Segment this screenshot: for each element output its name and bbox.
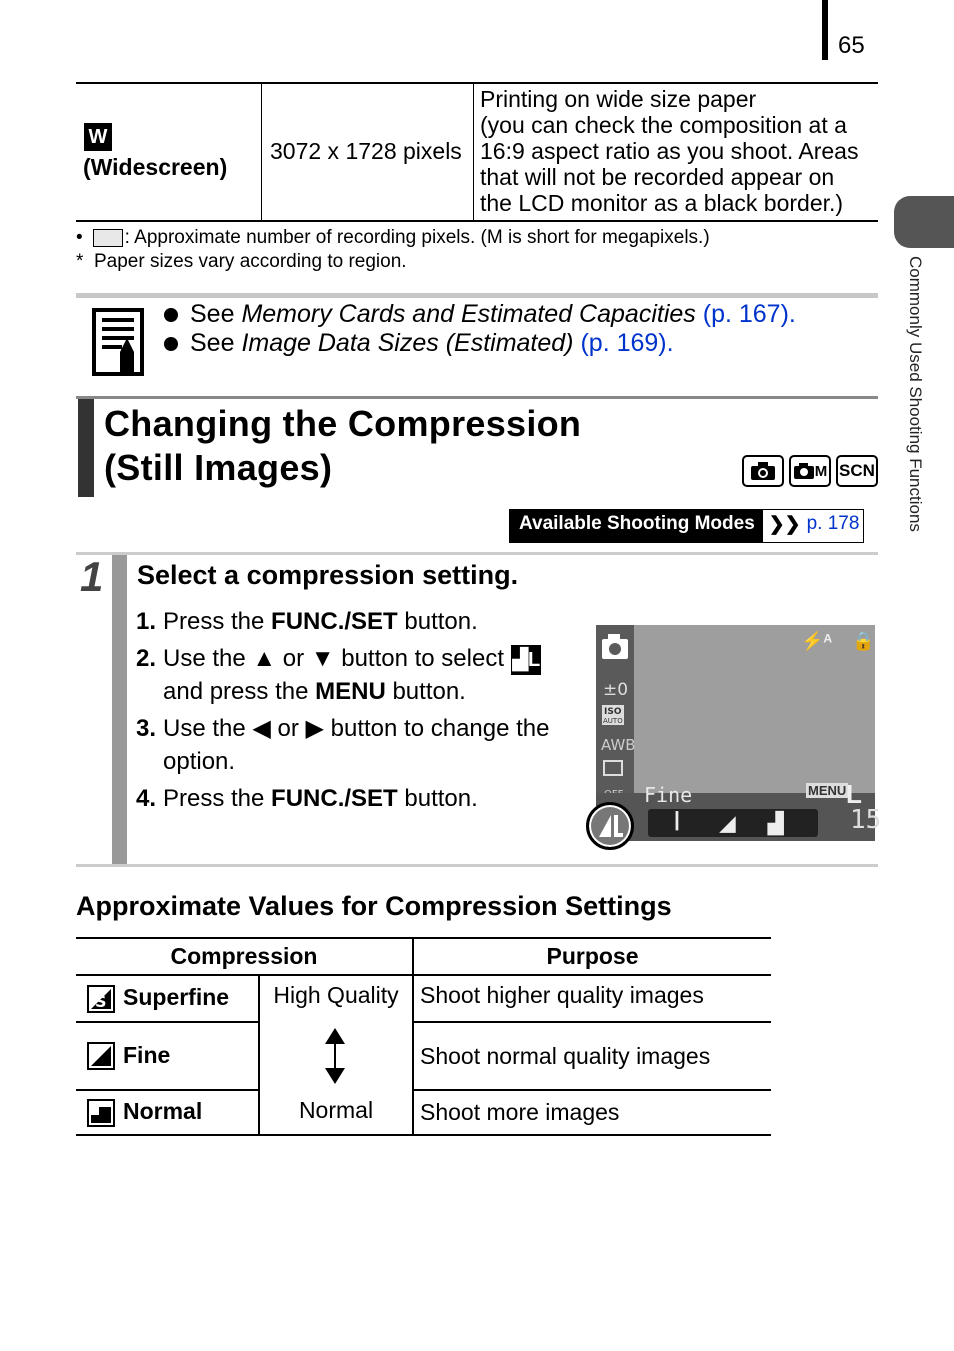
superfine-label: Superfine xyxy=(123,984,230,1011)
step-number: 1 xyxy=(80,553,104,600)
screen-size-label: L xyxy=(846,779,862,809)
page-number: 65 xyxy=(838,32,865,59)
widescreen-table xyxy=(76,82,878,222)
widescreen-icon: W xyxy=(84,123,112,151)
note-paper: Paper sizes vary according to region. xyxy=(93,251,407,272)
memo-item: See Image Data Sizes (Estimated) (p. 169). xyxy=(164,329,796,358)
page-number-bar xyxy=(822,0,828,60)
step-divider-top xyxy=(76,552,878,555)
table-notes: • : Approximate number of recording pixels. (M is short for megapixels.) * Paper sizes vary according to region. xyxy=(76,227,710,272)
col-purpose: Purpose xyxy=(413,938,771,975)
widescreen-pixels: 3072 x 1728 pixels xyxy=(270,138,462,164)
widescreen-label: (Widescreen) xyxy=(83,154,228,180)
screen-menu-label: MENU xyxy=(808,783,847,798)
compression-selector xyxy=(648,809,818,837)
step-title: Select a compression setting. xyxy=(137,560,519,590)
link-p169[interactable]: (p. 169) xyxy=(580,329,667,357)
section-heading: Changing the Compression (Still Images) xyxy=(104,403,582,488)
selected-compression-icon xyxy=(586,802,634,850)
memo-icon xyxy=(92,308,144,376)
normal-purpose: Shoot more images xyxy=(413,1090,771,1135)
normal-icon xyxy=(87,1099,115,1127)
screen-mode-label: Fine xyxy=(644,783,693,807)
camera-icon xyxy=(742,455,784,487)
svg-text:AWB: AWB xyxy=(601,736,636,754)
heading-divider xyxy=(76,396,878,399)
step-instructions xyxy=(136,605,583,819)
available-modes-label: Available Shooting Modes xyxy=(510,510,763,542)
fine-purpose: Shoot normal quality images xyxy=(413,1022,771,1090)
superfine-icon: ꟾ xyxy=(674,813,680,835)
superfine-purpose: Shoot higher quality images xyxy=(413,975,771,1022)
instruction-2: 2. Use the ▲ or ▼ button to select ▟L and press the MENU button. xyxy=(136,645,541,705)
compression-table xyxy=(76,937,771,1136)
instruction-4: 4. Press the FUNC./SET button. xyxy=(136,785,478,812)
available-modes-link[interactable]: p. 178 xyxy=(806,513,860,534)
chapter-tab xyxy=(894,196,954,248)
widescreen-purpose: Printing on wide size paper (you can check the composition at a 16:9 aspect ratio as you shoot. Areas that will not be recorded appear on the LCD monitor as a black border.) xyxy=(480,86,859,216)
instruction-1: 1. Press the FUNC./SET button. xyxy=(136,608,478,635)
mode-icons xyxy=(742,455,878,487)
svg-text:S: S xyxy=(95,992,107,1012)
flash-auto-icon: ⚡ᴬ xyxy=(801,631,833,651)
memo-list xyxy=(164,300,796,358)
double-chevron-icon: ❯❯ xyxy=(768,514,801,535)
screen-shot-count: 15 xyxy=(850,805,882,835)
svg-text:±0: ±0 xyxy=(603,680,629,700)
fine-label: Fine xyxy=(123,1041,171,1068)
camera-screen xyxy=(596,625,882,841)
normal-icon: ▟ xyxy=(768,813,784,835)
lock-icon: 🔒 xyxy=(852,631,875,651)
scale-top-label: High Quality xyxy=(273,982,399,1008)
instruction-3: 3. Use the ◀ or ▶ button to change the option. xyxy=(136,715,550,775)
memo-item: See Memory Cards and Estimated Capacities (p. 167). xyxy=(164,300,796,329)
svg-text:AUTO: AUTO xyxy=(603,717,623,725)
scn-icon: SCN xyxy=(836,455,878,487)
quality-scale xyxy=(259,975,413,1135)
heading-bar xyxy=(78,399,94,497)
normal-label: Normal xyxy=(123,1097,203,1124)
fine-icon xyxy=(87,1042,115,1070)
chapter-tab-label: Commonly Used Shooting Functions xyxy=(906,256,925,532)
step-divider-bottom xyxy=(76,864,878,867)
pixels-icon xyxy=(93,229,123,247)
svg-text:ISO: ISO xyxy=(604,707,622,717)
memo-divider xyxy=(76,293,878,298)
table-row xyxy=(76,1022,771,1090)
col-compression: Compression xyxy=(76,938,413,975)
fine-icon: ◢ xyxy=(720,813,736,835)
superfine-icon xyxy=(87,985,115,1013)
compression-l-icon: ▟L xyxy=(511,645,541,675)
step-bar xyxy=(112,555,127,866)
link-p167[interactable]: (p. 167) xyxy=(702,300,789,328)
table-row xyxy=(76,1090,771,1135)
scale-bottom-label: Normal xyxy=(298,1097,374,1123)
table-row xyxy=(76,975,771,1022)
available-modes-badge xyxy=(509,509,864,543)
note-pixels: : Approximate number of recording pixels. (M is short for megapixels.) xyxy=(124,227,710,248)
compression-values-heading: Approximate Values for Compression Settings xyxy=(76,891,672,921)
camera-m-icon: M xyxy=(789,455,831,487)
up-down-arrow-icon xyxy=(324,1028,346,1090)
